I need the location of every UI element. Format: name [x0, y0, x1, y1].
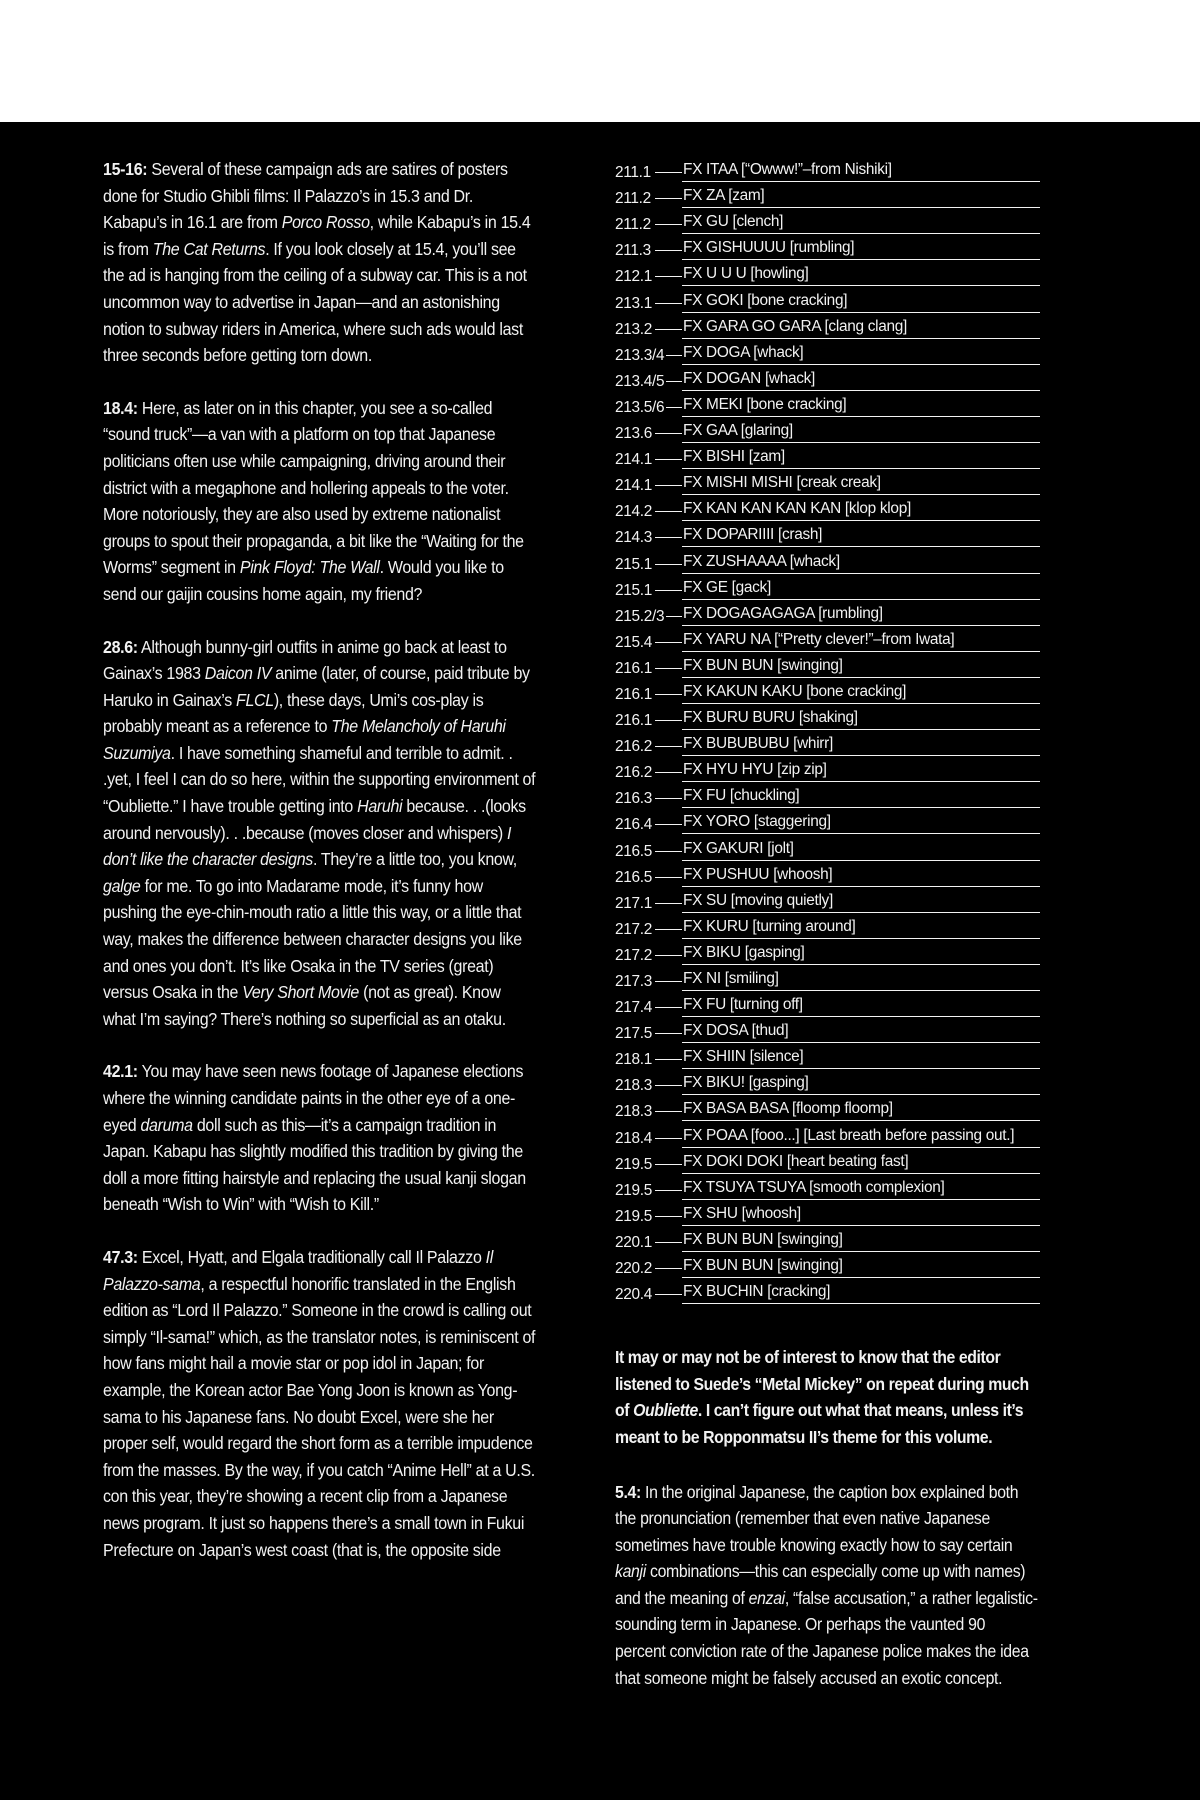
fx-leader-line — [655, 851, 682, 852]
italic-title: Il Palazzo-sama — [103, 1246, 493, 1294]
fx-leader-line — [655, 276, 682, 277]
fx-translation: FX BUN BUN [swinging] — [682, 1257, 1040, 1278]
note-text: doll such as this—it’s a campaign tradition in Japan. Kabapu has slightly modified this tradition by giving the doll a more fitting hairstyle and replacing the usual kanji slogan beneath “Wish to Win” with “Wish to Kill.” — [103, 1114, 526, 1215]
fx-translation: FX BASA BASA [floomp floomp] — [682, 1100, 1040, 1121]
fx-translation: FX MEKI [bone cracking] — [682, 396, 1040, 417]
note-text: combinations—this can especially come up with names) and the meaning of — [615, 1561, 1026, 1608]
fx-entry — [615, 574, 1040, 600]
fx-page-panel: 219.5 — [615, 1207, 653, 1225]
fx-leader-line — [655, 1085, 682, 1086]
fx-entry — [615, 313, 1040, 339]
fx-leader-line — [655, 1111, 682, 1112]
fx-translation: FX DOSA [thud] — [682, 1022, 1040, 1043]
fx-translation: FX PUSHUU [whoosh] — [682, 866, 1040, 887]
fx-leader-line — [655, 642, 682, 643]
fx-entry — [615, 1095, 1040, 1121]
fx-page-panel: 213.4/5 — [615, 372, 665, 390]
fx-translation: FX BUN BUN [swinging] — [682, 657, 1040, 678]
note-text: It may or may not be of interest to know that the editor listened to Suede’s “Metal Mickey” on repeat during much of — [615, 1347, 1029, 1421]
note-text: , while Kabapu’s in 15.4 is from — [103, 212, 531, 259]
fx-leader-line — [655, 1033, 682, 1034]
fx-page-panel: 216.1 — [615, 685, 653, 703]
note-text: because. . .(looks around nervously). . .because (moves closer and whispers) — [103, 796, 526, 843]
fx-translation: FX ZUSHAAAA [whack] — [682, 553, 1040, 574]
fx-entry — [615, 626, 1040, 652]
fx-translation: FX HYU HYU [zip zip] — [682, 761, 1040, 782]
fx-page-panel: 214.1 — [615, 477, 653, 495]
note-text: . They’re a little too, you know, — [312, 849, 517, 870]
fx-leader-line — [666, 616, 682, 617]
fx-entry — [615, 1278, 1040, 1304]
italic-title: The Cat Returns — [152, 238, 266, 259]
fx-translation: FX SU [moving quietly] — [682, 892, 1040, 913]
fx-translation: FX KAN KAN KAN KAN [klop klop] — [682, 500, 1040, 521]
fx-page-panel: 218.3 — [615, 1077, 653, 1095]
fx-entry — [615, 1148, 1040, 1174]
note-reference: 5.4: — [615, 1481, 641, 1502]
italic-title: FLCL — [236, 689, 274, 710]
translation-note — [615, 1479, 1038, 1692]
fx-translation: FX DOGAN [whack] — [682, 370, 1040, 391]
italic-title: enzai — [748, 1587, 785, 1608]
fx-page-panel: 213.1 — [615, 294, 653, 312]
fx-entry — [615, 182, 1040, 208]
fx-entry — [615, 913, 1040, 939]
note-text: Excel, Hyatt, and Elgala traditionally call Il Palazzo — [137, 1246, 486, 1267]
fx-page-panel: 214.2 — [615, 503, 653, 521]
note-reference: 47.3: — [103, 1246, 138, 1267]
fx-leader-line — [655, 668, 682, 669]
fx-translation: FX FU [chuckling] — [682, 787, 1040, 808]
fx-leader-line — [655, 511, 682, 512]
annotation-note — [103, 1058, 535, 1218]
fx-page-panel: 218.3 — [615, 1103, 653, 1121]
fx-translation: FX GU [clench] — [682, 213, 1040, 234]
fx-page-panel: 216.4 — [615, 816, 653, 834]
fx-entry — [615, 678, 1040, 704]
fx-entry — [615, 521, 1040, 547]
fx-page-panel: 216.1 — [615, 659, 653, 677]
fx-translation: FX U U U [howling] — [682, 265, 1040, 286]
fx-leader-line — [655, 1294, 682, 1295]
fx-entry — [615, 965, 1040, 991]
fx-entry — [615, 730, 1040, 756]
fx-leader-line — [666, 407, 682, 408]
fx-page-panel: 211.3 — [615, 242, 651, 260]
italic-title: galge — [103, 875, 141, 896]
note-reference: 28.6: — [103, 636, 138, 657]
fx-page-panel: 220.2 — [615, 1260, 653, 1278]
fx-page-panel: 211.2 — [615, 216, 651, 234]
sound-fx-list — [615, 156, 1040, 1304]
fx-translation: FX GISHUUUU [rumbling] — [682, 239, 1040, 260]
note-reference: 42.1: — [103, 1061, 138, 1082]
note-text: . If you look closely at 15.4, you’ll see the ad is hanging from the ceiling of a subway car. This is a not uncommon way to advertise in Japan—and an astonishing notion to subway riders in America, where such ads would last three seconds before getting torn down. — [103, 238, 527, 366]
fx-entry — [615, 939, 1040, 965]
fx-leader-line — [655, 329, 682, 330]
fx-leader-line — [655, 303, 682, 304]
note-text: Several of these campaign ads are satires of posters done for Studio Ghibli films: Il Palazzo’s in 15.3 and Dr. Kabapu’s in 16.1 are from — [103, 159, 508, 233]
fx-translation: FX TSUYA TSUYA [smooth complexion] — [682, 1179, 1040, 1200]
fx-translation: FX SHU [whoosh] — [682, 1205, 1040, 1226]
fx-leader-line — [666, 381, 682, 382]
annotation-note — [103, 156, 535, 369]
fx-translation: FX BUCHIN [cracking] — [682, 1283, 1040, 1304]
fx-translation: FX DOGA [whack] — [682, 344, 1040, 365]
italic-title: Oubliette — [633, 1400, 698, 1421]
fx-entry — [615, 1043, 1040, 1069]
fx-leader-line — [655, 485, 682, 486]
fx-leader-line — [655, 929, 682, 930]
fx-entry — [615, 443, 1040, 469]
fx-entry — [615, 391, 1040, 417]
italic-title: kanji — [615, 1561, 646, 1582]
note-text: , “false accusation,” a rather legalistic-sounding term in Japanese. Or perhaps the vaunted 90 percent conviction rate of the Japanese police makes the idea that someone might be falsely accused an exotic concept. — [615, 1587, 1038, 1688]
fx-leader-line — [655, 903, 682, 904]
fx-page-panel: 214.3 — [615, 529, 653, 547]
fx-translation: FX YARU NA [“Pretty clever!”–from Iwata] — [682, 631, 1040, 652]
fx-entry — [615, 156, 1040, 182]
fx-page-panel: 216.5 — [615, 868, 653, 886]
fx-page-panel: 217.2 — [615, 920, 653, 938]
fx-page-panel: 217.2 — [615, 946, 653, 964]
left-column — [103, 156, 535, 1589]
fx-leader-line — [655, 198, 682, 199]
fx-leader-line — [655, 955, 682, 956]
italic-title: Daicon IV — [204, 663, 272, 684]
fx-leader-line — [655, 772, 682, 773]
fx-entry — [615, 887, 1040, 913]
fx-page-panel: 215.1 — [615, 581, 653, 599]
fx-translation: FX POAA [fooo...] [Last breath before passing out.] — [682, 1127, 1040, 1148]
fx-entry — [615, 1226, 1040, 1252]
fx-page-panel: 213.5/6 — [615, 398, 665, 416]
italic-title: Porco Rosso — [281, 212, 370, 233]
fx-entry — [615, 234, 1040, 260]
fx-entry — [615, 756, 1040, 782]
fx-translation: FX BISHI [zam] — [682, 448, 1040, 469]
fx-entry — [615, 417, 1040, 443]
fx-entry — [615, 1252, 1040, 1278]
fx-page-panel: 212.1 — [615, 268, 653, 286]
fx-entry — [615, 782, 1040, 808]
fx-page-panel: 217.3 — [615, 973, 653, 990]
fx-entry — [615, 1017, 1040, 1043]
fx-translation: FX GARA GO GARA [clang clang] — [682, 318, 1040, 339]
note-reference: 18.4: — [103, 397, 138, 418]
note-text: . I have something shameful and terrible to admit. . .yet, I feel I can do so here, within the supporting environment of “Oubliette.” I have trouble getting into — [103, 742, 536, 817]
note-text: . I can’t figure out what that means, unless it’s meant to be Ropponmatsu II’s theme for this volume. — [615, 1400, 1024, 1447]
fx-entry — [615, 469, 1040, 495]
fx-entry — [615, 652, 1040, 678]
note-text: You may have seen news footage of Japanese elections where the winning candidate paints in the other eye of a one-eyed — [103, 1061, 524, 1135]
fx-translation: FX KAKUN KAKU [bone cracking] — [682, 683, 1040, 704]
fx-page-panel: 217.4 — [615, 999, 653, 1017]
fx-entry — [615, 1200, 1040, 1226]
fx-page-panel: 216.3 — [615, 790, 653, 808]
right-column — [615, 156, 1040, 1691]
fx-translation: FX FU [turning off] — [682, 996, 1040, 1017]
fx-leader-line — [655, 537, 682, 538]
fx-translation: FX SHIIN [silence] — [682, 1048, 1040, 1069]
fx-page-panel: 213.2 — [615, 320, 653, 338]
fx-page-panel: 215.1 — [615, 555, 653, 573]
note-text: anime (later, of course, paid tribute by Haruko in Gainax’s — [103, 663, 530, 710]
italic-title: The Melancholy of Haruhi Suzumiya — [103, 716, 506, 763]
fx-page-panel: 215.4 — [615, 633, 653, 651]
fx-leader-line — [655, 1242, 682, 1243]
fx-entry — [615, 339, 1040, 365]
fx-page-panel: 220.4 — [615, 1286, 653, 1304]
fx-leader-line — [655, 720, 682, 721]
fx-entry — [615, 704, 1040, 730]
fx-translation: FX GE [gack] — [682, 579, 1040, 600]
fx-entry — [615, 547, 1040, 573]
fx-page-panel: 219.5 — [615, 1155, 653, 1173]
fx-leader-line — [666, 355, 682, 356]
fx-translation: FX GAA [glaring] — [682, 422, 1040, 443]
fx-leader-line — [655, 250, 682, 251]
fx-page-panel: 215.2/3 — [615, 607, 665, 625]
fx-page-panel: 219.5 — [615, 1181, 653, 1199]
fx-page-panel: 218.1 — [615, 1051, 653, 1069]
fx-translation: FX DOGAGAGAGA [rumbling] — [682, 605, 1040, 626]
note-text: for me. To go into Madarame mode, it’s funny how pushing the eye-chin-mouth ratio a little this way, or a little that way, makes the difference between character designs you like and ones you don’t. It’s like Osaka in the TV series (great) versus Osaka in the — [103, 875, 522, 1003]
fx-page-panel: 216.1 — [615, 712, 653, 730]
annotation-note — [103, 1244, 535, 1563]
fx-entry — [615, 1069, 1040, 1095]
fx-translation: FX GOKI [bone cracking] — [682, 292, 1040, 313]
fx-page-panel: 216.2 — [615, 738, 653, 756]
fx-translation: FX MISHI MISHI [creak creak] — [682, 474, 1040, 495]
fx-leader-line — [655, 1190, 682, 1191]
fx-page-panel: 214.1 — [615, 451, 653, 469]
fx-page-panel: 211.2 — [615, 190, 651, 208]
top-margin — [0, 0, 1200, 122]
fx-page-panel: 213.6 — [615, 425, 653, 443]
note-text: In the original Japanese, the caption box explained both the pronunciation (remember that even native Japanese sometimes have trouble knowing exactly how to say certain — [615, 1481, 1019, 1555]
fx-leader-line — [655, 1164, 682, 1165]
editor-note — [615, 1344, 1038, 1450]
fx-leader-line — [655, 1138, 682, 1139]
italic-title: daruma — [140, 1114, 193, 1135]
fx-entry — [615, 991, 1040, 1017]
fx-page-panel: 220.1 — [615, 1233, 653, 1251]
fx-entry — [615, 260, 1040, 286]
fx-translation: FX DOPARIIII [crash] — [682, 526, 1040, 547]
note-text: Although bunny-girl outfits in anime go back at least to Gainax’s 1983 — [103, 636, 507, 684]
fx-entry — [615, 600, 1040, 626]
fx-entry — [615, 861, 1040, 887]
fx-entry — [615, 208, 1040, 234]
fx-leader-line — [655, 981, 682, 982]
fx-leader-line — [655, 1059, 682, 1060]
fx-translation: FX YORO [staggering] — [682, 813, 1040, 834]
fx-page-panel: 217.5 — [615, 1025, 653, 1043]
fx-translation: FX GAKURI [jolt] — [682, 840, 1040, 861]
fx-translation: FX NI [smiling] — [682, 970, 1040, 991]
fx-translation: FX BUBUBUBU [whirr] — [682, 735, 1040, 756]
italic-title: I don’t like the character designs — [103, 822, 512, 870]
fx-entry — [615, 808, 1040, 834]
fx-leader-line — [655, 590, 682, 591]
fx-translation: FX BIKU! [gasping] — [682, 1074, 1040, 1095]
note-text: Here, as later on in this chapter, you see a so-called “sound truck”—a van with a platform on top that Japanese politicians often use while campaigning, driving around their district with a megaphone and hollering appeals to the voter. More notoriously, they are also used by extreme nationalist groups to spout their propaganda, a bit like the “Waiting for the Worms” segment in — [103, 397, 524, 578]
fx-page-panel: 211.1 — [615, 164, 651, 182]
italic-title: Haruhi — [357, 796, 403, 817]
note-text: (not as great). Know what I’m saying? There’s nothing so superficial as an otaku. — [103, 982, 506, 1029]
fx-leader-line — [655, 1268, 682, 1269]
fx-leader-line — [655, 224, 682, 225]
note-text: , a respectful honorific translated in the English edition as “Lord Il Palazzo.” Someone in the crowd is calling out simply “Il-sama!” which, as the translator notes, is reminiscent of how fans might hail a movie star or pop idol in Japan; for example, the Korean actor Bae Yong Joon is known as Yong-sama to his Japanese fans. No doubt Excel, were she her proper self, would regard the short form as a terrible impudence from the masses. By the way, if you catch “Anime Hell” at a U.S. con this year, they’re showing a recent clip from a Japanese news program. It just so happens there’s a small town in Fukui Prefecture on Japan’s west coast (that is, the opposite side — [103, 1273, 536, 1560]
fx-leader-line — [655, 824, 682, 825]
fx-leader-line — [655, 694, 682, 695]
fx-entry — [615, 495, 1040, 521]
fx-translation: FX ZA [zam] — [682, 187, 1040, 208]
note-reference: 15-16: — [103, 159, 148, 179]
fx-leader-line — [655, 433, 682, 434]
fx-translation: FX ITAA [“Owww!”–from Nishiki] — [682, 161, 1040, 182]
fx-page-panel: 218.4 — [615, 1129, 653, 1147]
fx-translation: FX DOKI DOKI [heart beating fast] — [682, 1153, 1040, 1174]
italic-title: Pink Floyd: The Wall — [239, 557, 380, 578]
fx-entry — [615, 1121, 1040, 1147]
fx-translation: FX BUN BUN [swinging] — [682, 1231, 1040, 1252]
fx-page-panel: 216.5 — [615, 842, 653, 860]
note-text: ), these days, Umi’s cos-play is probably meant as a reference to — [103, 689, 484, 737]
fx-translation: FX KURU [turning around] — [682, 918, 1040, 939]
annotation-note — [103, 634, 535, 1033]
fx-leader-line — [655, 1216, 682, 1217]
annotation-note — [103, 395, 535, 608]
fx-leader-line — [655, 877, 682, 878]
note-text: . Would you like to send our gaijin cousins home again, my friend? — [103, 557, 504, 604]
fx-entry — [615, 1174, 1040, 1200]
fx-page-panel: 217.1 — [615, 894, 653, 912]
fx-page-panel: 216.2 — [615, 764, 653, 782]
fx-entry — [615, 286, 1040, 312]
fx-entry — [615, 365, 1040, 391]
notes-page — [0, 122, 1200, 1800]
fx-leader-line — [655, 798, 682, 799]
fx-leader-line — [655, 459, 682, 460]
fx-translation: FX BURU BURU [shaking] — [682, 709, 1040, 730]
italic-title: Very Short Movie — [242, 982, 359, 1003]
fx-translation: FX BIKU [gasping] — [682, 944, 1040, 965]
fx-leader-line — [655, 746, 682, 747]
fx-entry — [615, 834, 1040, 860]
fx-leader-line — [655, 1007, 682, 1008]
fx-page-panel: 213.3/4 — [615, 346, 665, 364]
fx-leader-line — [655, 564, 682, 565]
fx-leader-line — [655, 172, 682, 173]
